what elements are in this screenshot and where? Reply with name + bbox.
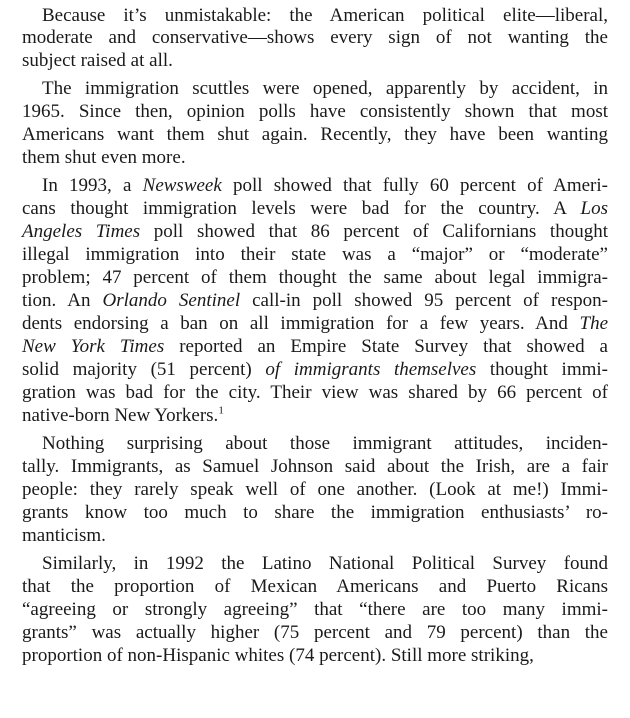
text-segment: people: they rarely speak well of one another. (Look at me!) Immi- xyxy=(22,479,608,500)
text-segment: cans thought immigration levels were bad for the country. A xyxy=(22,198,581,219)
text-segment: solid majority (51 percent) xyxy=(22,359,266,380)
text-line xyxy=(0,455,630,479)
text-line xyxy=(0,123,630,147)
text-segment: In 1993, a xyxy=(42,175,143,196)
text-line xyxy=(0,49,630,73)
text-line xyxy=(0,174,630,198)
text-segment: grants” was actually higher (75 percent and 79 percent) than the xyxy=(22,622,608,643)
text-line xyxy=(0,404,630,428)
text-line xyxy=(0,524,630,548)
italic-text: of immigrants themselves xyxy=(265,359,477,380)
text-line xyxy=(0,598,630,622)
footnote-ref[interactable]: 1 xyxy=(218,404,224,417)
text-line xyxy=(0,335,630,359)
text-segment: 1965. Since then, opinion polls have consistently shown that most xyxy=(22,101,608,122)
text-line xyxy=(0,289,630,313)
text-line xyxy=(0,243,630,267)
text-segment: that the proportion of Mexican Americans and Puerto Ricans xyxy=(22,576,608,597)
text-line xyxy=(0,100,630,124)
italic-text: Los xyxy=(580,198,608,219)
text-segment: them shut even more. xyxy=(22,147,186,168)
text-line xyxy=(0,220,630,244)
text-segment: tion. An xyxy=(22,290,103,311)
text-segment: dents endorsing a ban on all immigration for a few years. And xyxy=(22,313,580,334)
text-line xyxy=(0,4,630,28)
text-segment: “agreeing or strongly agreeing” that “there are too many immi- xyxy=(22,599,608,620)
text-segment: Because it’s unmistakable: the American political elite—liberal, xyxy=(42,5,608,26)
text-line xyxy=(0,478,630,502)
text-segment: tally. Immigrants, as Samuel Johnson said about the Irish, are a fair xyxy=(22,456,608,477)
text-segment: Americans want them shut again. Recently, they have been wanting xyxy=(22,124,608,145)
text-line xyxy=(0,432,630,456)
text-segment: proportion of non-Hispanic whites (74 percent). Still more striking, xyxy=(22,645,534,666)
text-line xyxy=(0,146,630,170)
italic-text: Angeles Times xyxy=(22,221,141,242)
text-segment: subject raised at all. xyxy=(22,50,173,71)
text-segment: poll showed that fully 60 percent of Ameri- xyxy=(221,175,608,196)
text-segment: poll showed that 86 percent of Californians thought xyxy=(140,221,608,242)
text-segment: moderate and conservative—shows every sign of not wanting the xyxy=(22,27,608,48)
text-line xyxy=(0,552,630,576)
text-line xyxy=(0,26,630,50)
text-segment: reported an Empire State Survey that showed a xyxy=(164,336,608,357)
text-segment: grants know too much to share the immigration enthusiasts’ ro- xyxy=(22,502,608,523)
text-segment: Similarly, in 1992 the Latino National Political Survey found xyxy=(42,553,608,574)
text-line xyxy=(0,77,630,101)
italic-text: Orlando Sentinel xyxy=(102,290,241,311)
text-line xyxy=(0,381,630,405)
text-segment: illegal immigration into their state was a “major” or “moderate” xyxy=(22,244,608,265)
text-segment: gration was bad for the city. Their view was shared by 66 percent of xyxy=(22,382,608,403)
italic-text: New York Times xyxy=(22,336,165,357)
text-line xyxy=(0,266,630,290)
text-line xyxy=(0,312,630,336)
text-segment: The immigration scuttles were opened, apparently by accident, in xyxy=(42,78,608,99)
text-segment: native-born New Yorkers. xyxy=(22,405,219,426)
text-segment: manticism. xyxy=(22,525,106,546)
text-segment: problem; 47 percent of them thought the same about legal immigra- xyxy=(22,267,608,288)
text-line xyxy=(0,621,630,645)
italic-text: The xyxy=(579,313,608,334)
text-line xyxy=(0,358,630,382)
text-line xyxy=(0,575,630,599)
text-line xyxy=(0,197,630,221)
text-segment: call-in poll showed 95 percent of respon- xyxy=(240,290,608,311)
text-segment: thought immi- xyxy=(476,359,609,380)
text-line xyxy=(0,644,630,668)
text-segment: Nothing surprising about those immigrant attitudes, inciden- xyxy=(42,433,608,454)
italic-text: Newsweek xyxy=(142,175,222,196)
text-line xyxy=(0,501,630,525)
